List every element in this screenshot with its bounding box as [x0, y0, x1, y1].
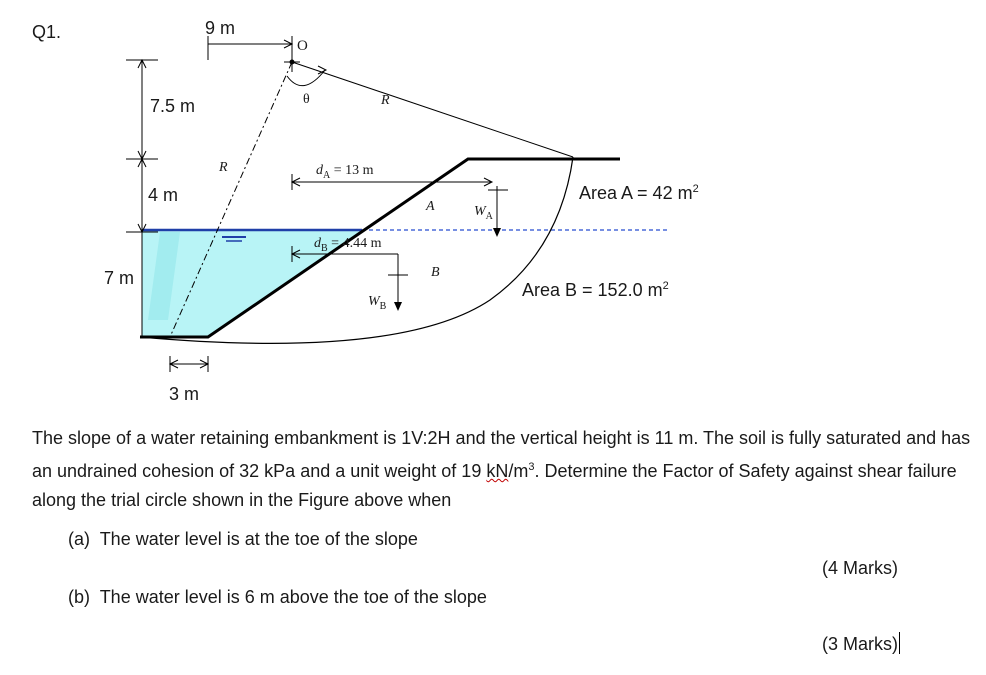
- w-b-arrowhead: [394, 302, 402, 311]
- label-a: A: [426, 199, 435, 214]
- theta-label: θ: [303, 92, 310, 107]
- d-b-sub: B: [321, 242, 328, 254]
- area-a-text: Area A = 42 m: [579, 183, 693, 203]
- w-a-sub: A: [485, 210, 493, 222]
- problem-statement: [32, 424, 972, 515]
- part-b-marks: [822, 632, 900, 655]
- w-b-label: [368, 294, 386, 312]
- theta-arc: [287, 70, 325, 86]
- area-b-sup: 2: [662, 280, 669, 292]
- w-a-main: W: [474, 204, 486, 219]
- radius-left-label: R: [219, 160, 228, 175]
- question-number: Q1.: [32, 22, 62, 42]
- w-b-main: W: [368, 294, 380, 309]
- d-b-rest: = 4.44 m: [327, 236, 382, 251]
- part-a: [68, 529, 418, 550]
- part-b-text: The water level is 6 m above the toe of the slope: [99, 587, 487, 607]
- radius-line-top: [292, 62, 573, 157]
- d-b-label: [314, 236, 381, 254]
- dim-4-label: 4 m: [148, 185, 179, 205]
- area-a-label: [579, 183, 699, 204]
- d-a-sub: A: [323, 169, 331, 181]
- part-b-marks-text: (3 Marks): [822, 634, 898, 654]
- area-b-text: Area B = 152.0 m: [522, 280, 663, 300]
- problem-text-2: /m: [508, 461, 529, 481]
- part-b-label: (b): [68, 587, 90, 607]
- problem-text-1: The slope of a water retaining embankment is 1V:2H and the vertical height is 11 m. The soil is fully saturated and has an undrained cohesion of 32 kPa and a unit weight of 19: [32, 428, 971, 481]
- part-a-marks: (4 Marks): [822, 558, 898, 578]
- area-b-label: [522, 280, 669, 301]
- problem-text-3: . Determine the Factor of Safety against shear failure along the trial circle shown in the Figure above when: [32, 461, 957, 510]
- d-b-main: d: [314, 236, 321, 251]
- part-b: [68, 587, 487, 608]
- text-cursor: [899, 632, 900, 654]
- dim-3-label: 3 m: [169, 384, 200, 404]
- w-b-sub: B: [379, 300, 387, 312]
- radius-top-label: R: [381, 93, 390, 108]
- part-a-text: The water level is at the toe of the slope: [99, 529, 418, 549]
- w-a-label: [474, 204, 493, 222]
- part-a-label: (a): [68, 529, 90, 549]
- d-a-label: [316, 163, 374, 181]
- w-a-arrowhead: [493, 228, 501, 237]
- dim-7-label: 7 m: [104, 268, 135, 288]
- point-o-label: O: [297, 38, 308, 54]
- unit-kn: kN: [486, 461, 509, 481]
- area-a-sup: 2: [692, 183, 699, 195]
- problem-sup-3: 3: [528, 461, 535, 473]
- label-b: B: [431, 265, 440, 280]
- d-a-rest: = 13 m: [330, 163, 374, 178]
- d-a-main: d: [316, 163, 323, 178]
- dim-7-5-label: 7.5 m: [150, 96, 196, 116]
- dim-9-label: 9 m: [205, 18, 236, 38]
